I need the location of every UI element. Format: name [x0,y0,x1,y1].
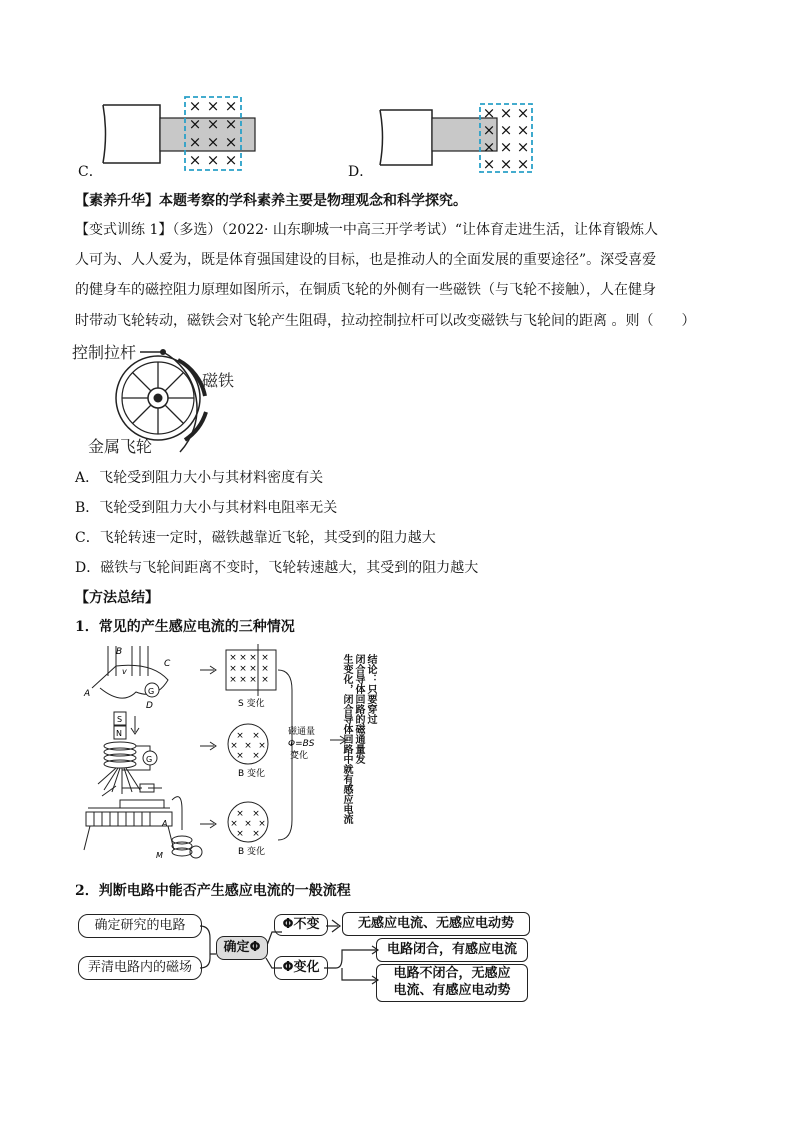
label-a3: A [162,819,168,828]
literacy-paragraph [75,190,467,210]
case1-caption: S 变化 [238,699,265,709]
svg-text:×: × [244,819,252,829]
wheel-label: 金属飞轮 [88,437,153,456]
svg-text:×: × [236,829,244,839]
svg-text:×: × [206,133,220,151]
flowchart [76,912,526,1012]
svg-text:×: × [499,121,513,139]
svg-text:×: × [239,653,247,663]
label-b: B [116,647,123,657]
case1-g: G [148,687,155,696]
choice-d: D．磁铁与飞轮间距离不变时，飞轮转速越大，其受到的阻力越大 [75,560,479,576]
method-heading: 【方法总结】 [75,590,159,606]
svg-text:×: × [249,664,257,674]
svg-text:×: × [229,653,237,663]
box-field: 弄清电路内的磁场 [78,956,202,980]
svg-text:×: × [252,751,260,761]
option-c-label: C． [78,164,103,180]
svg-text:×: × [249,675,257,685]
svg-text:×: × [482,155,496,173]
svg-text:×: × [482,121,496,139]
box-circuit: 确定研究的电路 [78,914,202,938]
svg-text:×: × [224,133,238,151]
flywheel-figure [70,336,270,460]
svg-text:×: × [261,664,269,674]
case3-caption: B 变化 [238,847,266,857]
option-c-figure [95,95,265,175]
literacy-text: 本题考察的学科素养主要是物理观念和科学探究。 [159,193,467,209]
case2-caption: B 变化 [238,769,266,779]
conclusion-col-3: 生变化，闭合导体回路中就有感应电流 [341,654,352,824]
svg-text:×: × [236,751,244,761]
svg-text:×: × [258,819,266,829]
svg-text:×: × [516,121,530,139]
option-d-label: D． [348,164,374,180]
result-open-line-1: 电路不闭合，无感应 [393,966,511,981]
magnet-label: 磁铁 [202,371,235,390]
svg-text:×: × [499,155,513,173]
option-d-figure [372,100,542,176]
svg-text:×: × [236,809,244,819]
svg-text:×: × [499,104,513,122]
svg-text:×: × [206,151,220,169]
box-determine: 确定Φ [216,936,268,960]
svg-text:×: × [229,675,237,685]
conclusion-text [340,654,376,844]
variant-line-1: 【变式训练 1】（多选）（2022· 山东聊城一中高三开学考试）“让体育走进生活，让体育锻炼人 [75,222,659,238]
case2-g: G [146,755,153,764]
svg-text:×: × [249,653,257,663]
svg-text:×: × [188,115,202,133]
label-v: v [122,667,127,676]
variant-line-4: 时带动飞轮转动，磁铁会对飞轮产生阻碍，拉动控制拉杆可以改变磁铁与飞轮间的距离 。则（ ） [75,313,696,329]
flux-line-2: Φ=BS [288,739,315,749]
svg-text:×: × [252,829,260,839]
flux-line-3: 变化 [290,751,309,761]
result-closed: 电路闭合，有感应电流 [376,938,528,962]
lever-label: 控制拉杆 [72,343,137,362]
svg-text:×: × [516,138,530,156]
label-a: A [84,689,91,699]
svg-text:×: × [224,151,238,169]
method-item-1: 1．常见的产生感应电流的三种情况 [75,619,295,635]
svg-text:×: × [206,115,220,133]
svg-text:×: × [229,664,237,674]
result-none: 无感应电流、无感应电动势 [342,912,530,936]
svg-text:×: × [188,97,202,115]
flux-line-1: 磁通量 [288,727,316,737]
label-d: D [146,701,153,711]
svg-text:×: × [230,741,238,751]
conclusion-col-1: 结论：只要穿过 [365,654,376,724]
label-m: M [156,851,163,860]
svg-text:×: × [499,138,513,156]
choice-c: C．飞轮转速一定时，磁铁越靠近飞轮，其受到的阻力越大 [75,530,436,546]
svg-text:×: × [258,741,266,751]
literacy-tag: 【素养升华】 [75,193,159,209]
box-changed: Φ变化 [274,956,328,980]
svg-text:×: × [230,819,238,829]
result-open-line-2: 电流、有感应电动势 [393,983,511,998]
variant-line-2: 人可为、人人爱为，既是体育强国建设的目标，也是推动人的全面发展的重要途径”。深受喜爱 [75,252,657,268]
svg-text:×: × [252,731,260,741]
choice-b: B．飞轮受到阻力大小与其材料电阻率无关 [75,500,338,516]
svg-text:×: × [482,104,496,122]
svg-text:×: × [224,97,238,115]
result-open [376,964,528,1002]
svg-text:×: × [261,675,269,685]
choice-a: A．飞轮受到阻力大小与其材料密度有关 [75,470,324,486]
svg-text:×: × [244,741,252,751]
svg-text:×: × [206,97,220,115]
svg-text:×: × [252,809,260,819]
svg-text:×: × [239,675,247,685]
svg-text:×: × [516,104,530,122]
svg-text:×: × [482,138,496,156]
method-item-2: 2．判断电路中能否产生感应电流的一般流程 [75,883,351,899]
box-unchanged: Φ不变 [274,914,328,936]
svg-text:×: × [224,115,238,133]
svg-text:×: × [188,133,202,151]
conclusion-col-2: 闭合导体回路的磁通量发 [353,654,364,764]
svg-text:×: × [516,155,530,173]
svg-text:×: × [239,664,247,674]
svg-text:×: × [188,151,202,169]
label-c: C [164,659,171,669]
svg-text:×: × [236,731,244,741]
label-s: S [117,715,123,724]
three-cases-diagram [82,640,382,862]
svg-text:×: × [261,653,269,663]
variant-line-3: 的健身车的磁控阻力原理如图所示，在铜质飞轮的外侧有一些磁铁（与飞轮不接触），人在健身 [75,282,656,298]
label-n: N [116,729,122,738]
